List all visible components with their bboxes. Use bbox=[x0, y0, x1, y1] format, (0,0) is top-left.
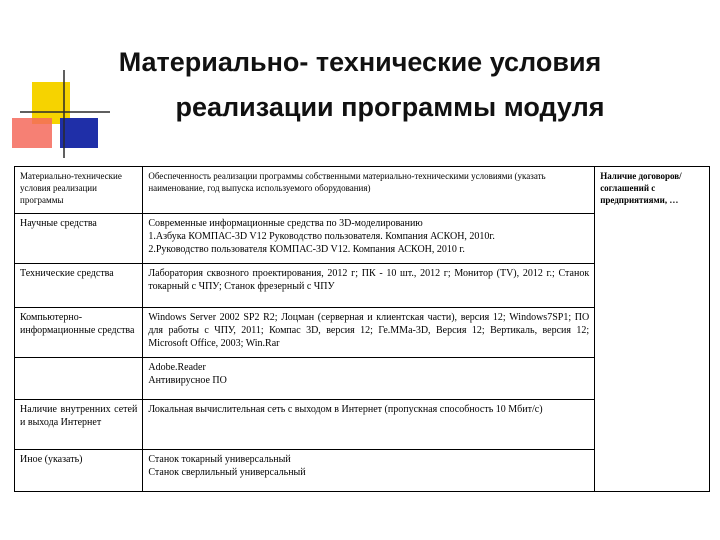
row-content-line: Станок сверлильный универсальный bbox=[148, 467, 306, 478]
row-content: Windows Server 2002 SP2 R2; Лоцман (серверная и клиентская части), версия 12; Windows7SP1; ПО для работы с ЧПУ, 2011; Компас 3D, версия 12; Ге.ММа-3D, Версия 12; Вертикаль, версия 12; Microsoft Office, 2003; Win.Rar bbox=[143, 308, 595, 358]
row-content: Лаборатория сквозного проектирования, 2012 г; ПК - 10 шт., 2012 г; Монитор (TV), 2012 г.; Станок токарный с ЧПУ; Станок фрезерный с ЧПУ bbox=[143, 264, 595, 308]
header-cell-conditions: Материально-технические условия реализации программы bbox=[15, 167, 143, 214]
conditions-table bbox=[14, 166, 710, 492]
title-line-1: Материально- технические условия bbox=[118, 47, 602, 77]
header-cell-agreements: Наличие договоров/ соглашений с предприятиями, … bbox=[595, 167, 710, 492]
row-content-line: 2.Руководство пользователя КОМПАС-3D V12. Компания АСКОН, 2010 г. bbox=[148, 244, 465, 255]
page-title bbox=[60, 40, 680, 130]
header-cell-provision: Обеспеченность реализации программы собственными материально-техническими условиями (указать наименование, год выпуска используемого оборудования) bbox=[143, 167, 595, 214]
row-content-line: Станок токарный универсальный bbox=[148, 454, 291, 465]
deco-red-square bbox=[12, 118, 52, 148]
row-content bbox=[143, 214, 595, 264]
row-label bbox=[15, 358, 143, 400]
row-label: Технические средства bbox=[15, 264, 143, 308]
row-content: Локальная вычислительная сеть с выходом в Интернет (пропускная способность 10 Мбит/с) bbox=[143, 400, 595, 450]
row-content bbox=[143, 358, 595, 400]
row-label: Научные средства bbox=[15, 214, 143, 264]
row-content-line: Антивирусное ПО bbox=[148, 375, 227, 386]
row-content-line: Современные информационные средства по 3D-моделированию bbox=[148, 218, 423, 229]
row-label: Иное (указать) bbox=[15, 450, 143, 492]
table-header-row bbox=[15, 167, 710, 214]
row-content-line: 1.Азбука КОМПАС-3D V12 Руководство пользователя. Компания АСКОН, 2010г. bbox=[148, 231, 495, 242]
row-content-line: Adobe.Reader bbox=[148, 362, 206, 373]
row-content bbox=[143, 450, 595, 492]
row-label: Компьютерно-информационные средства bbox=[15, 308, 143, 358]
row-label: Наличие внутренних сетей и выхода Интернет bbox=[15, 400, 143, 450]
title-line-2: реализации программы модуля bbox=[175, 92, 605, 122]
